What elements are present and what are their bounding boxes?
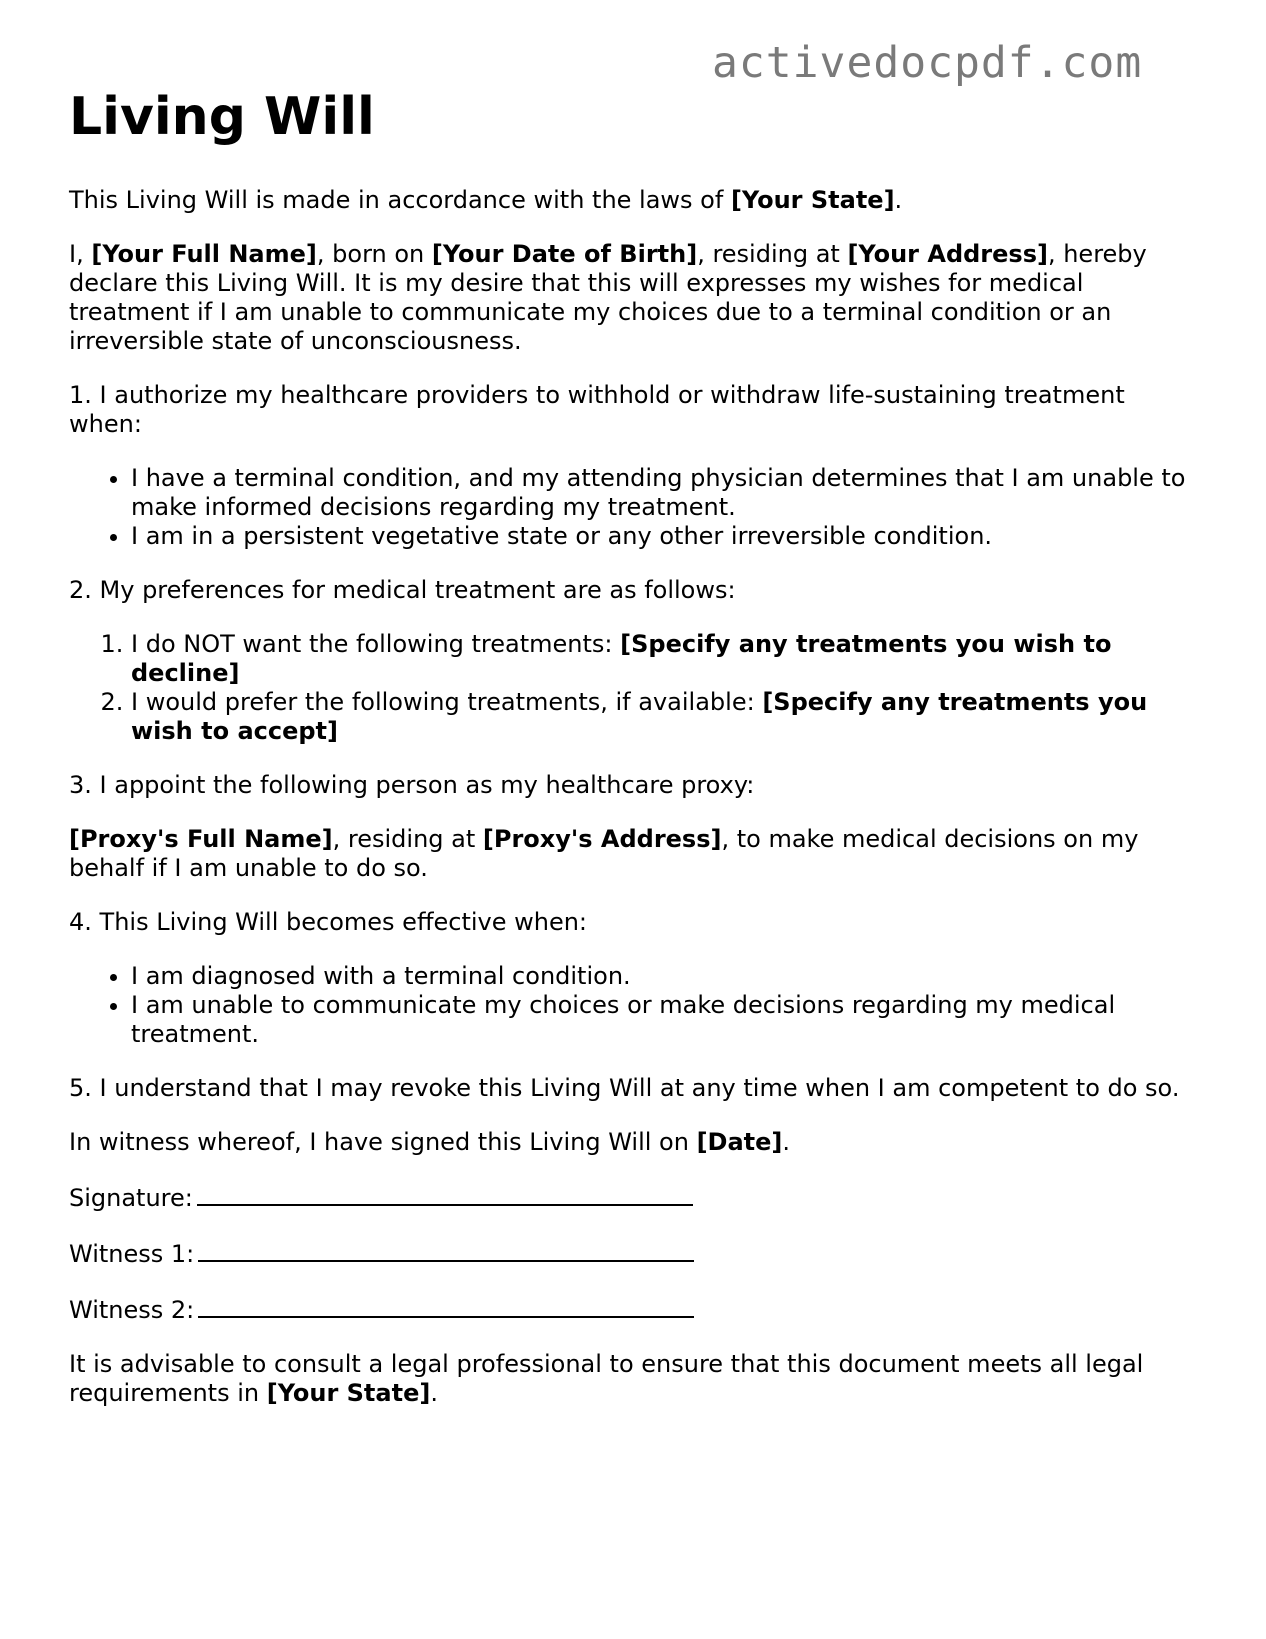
page-title: Living Will <box>69 87 375 147</box>
proxy-paragraph <box>69 825 1199 883</box>
signature-label: Signature: <box>69 1184 193 1212</box>
section2-heading: 2. My preferences for medical treatment are as follows: <box>69 576 736 604</box>
document-body <box>69 86 1199 1433</box>
address-field: [Your Address] <box>847 240 1048 268</box>
intro-paragraph <box>69 186 1199 215</box>
section1-heading: 1. I authorize my healthcare providers to withhold or withdraw life-sustaining treatment when: <box>69 381 1125 438</box>
witness1-line <box>69 1238 1199 1269</box>
section5-paragraph: 5. I understand that I may revoke this Living Will at any time when I am competent to do so. <box>69 1074 1180 1102</box>
section2-list <box>69 630 1199 746</box>
witness2-label: Witness 2: <box>69 1296 195 1324</box>
list-item: • I am diagnosed with a terminal condition. <box>131 962 1199 991</box>
witness-text: In witness whereof, I have signed this Living Will on <box>69 1128 697 1156</box>
section1-list <box>69 464 1199 551</box>
proxy-name-field: [Proxy's Full Name] <box>69 825 333 853</box>
accept-treatments-field: [Specify any treatments you wish to accept] <box>131 688 1148 745</box>
item-text: I would prefer the following treatments, if available: <box>131 688 763 716</box>
state-field: [Your State] <box>730 186 895 214</box>
signature-line <box>69 1182 1199 1213</box>
decline-treatments-field: [Specify any treatments you wish to decline] <box>131 630 1112 687</box>
declaration-t3: , residing at <box>697 240 848 268</box>
list-item: • I have a terminal condition, and my attending physician determines that I am unable to make informed decisions regarding my treatment. <box>131 464 1199 522</box>
declaration-t1: I, <box>69 240 92 268</box>
declaration-paragraph <box>69 240 1199 356</box>
full-name-field: [Your Full Name] <box>91 240 317 268</box>
witness1-field[interactable] <box>198 1238 694 1262</box>
dob-field: [Your Date of Birth] <box>431 240 698 268</box>
section4-heading: 4. This Living Will becomes effective when: <box>69 908 588 936</box>
date-field: [Date] <box>696 1128 783 1156</box>
intro-end: . <box>894 186 903 214</box>
proxy-address-field: [Proxy's Address] <box>482 825 722 853</box>
witness-statement <box>69 1128 1199 1157</box>
declaration-t4: , hereby declare this Living Will. It is my desire that this will expresses my wishes for medical treatment if I am unable to communicate my choices due to a terminal condition or an irreversible state of unconsciousness. <box>69 240 1147 355</box>
list-item: • I am unable to communicate my choices or make decisions regarding my medical treatment. <box>131 991 1199 1049</box>
closing-end: . <box>430 1379 438 1407</box>
intro-text: This Living Will is made in accordance with the laws of <box>69 186 731 214</box>
list-item <box>131 688 1199 746</box>
proxy-t2: , to make medical decisions on my behalf if I am unable to do so. <box>69 825 1139 882</box>
section3-heading: 3. I appoint the following person as my healthcare proxy: <box>69 771 755 799</box>
closing-state-field: [Your State] <box>266 1379 431 1407</box>
closing-paragraph <box>69 1350 1199 1408</box>
declaration-t2: , born on <box>316 240 432 268</box>
list-item <box>131 630 1199 688</box>
witness2-line <box>69 1294 1199 1325</box>
witness2-field[interactable] <box>198 1294 694 1318</box>
list-item: • I am in a persistent vegetative state or any other irreversible condition. <box>131 522 1199 551</box>
section4-list <box>69 962 1199 1049</box>
closing-text: It is advisable to consult a legal professional to ensure that this document meets all legal requirements in <box>69 1350 1144 1407</box>
witness-end: . <box>782 1128 791 1156</box>
signature-field[interactable] <box>197 1182 693 1206</box>
proxy-t1: , residing at <box>332 825 483 853</box>
witness1-label: Witness 1: <box>69 1240 195 1268</box>
watermark: activedocpdf.com <box>712 38 1143 88</box>
item-text: I do NOT want the following treatments: <box>131 630 621 658</box>
